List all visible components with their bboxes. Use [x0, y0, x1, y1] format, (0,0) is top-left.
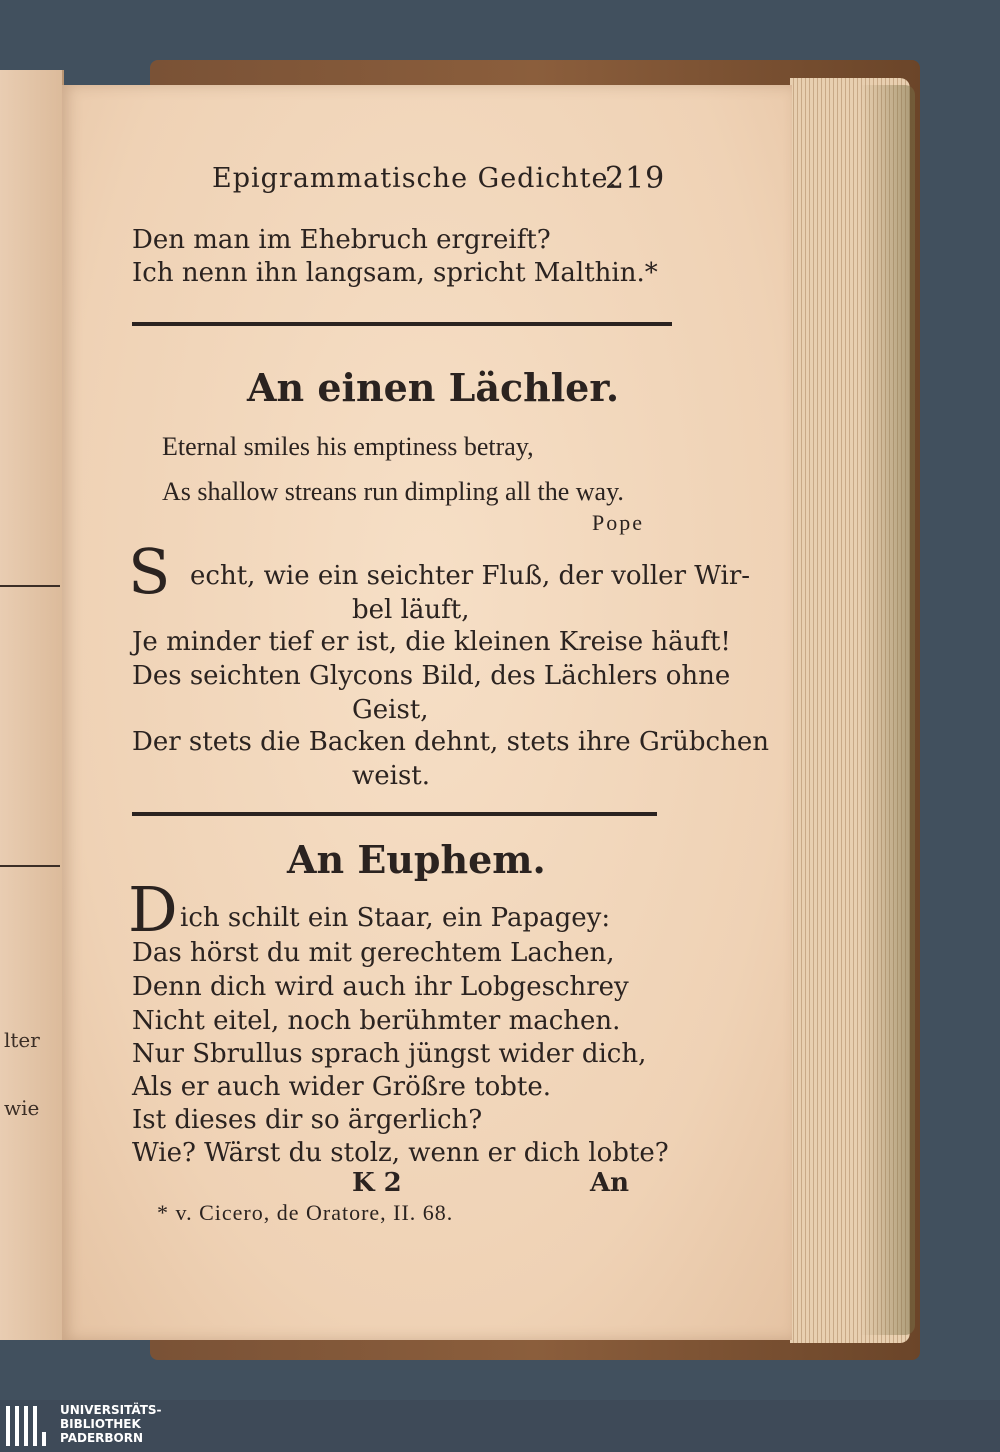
left-page — [0, 70, 64, 1340]
poem-line: Des seichten Glycons Bild, des Lächlers ohne — [132, 661, 731, 691]
poem-line: weist. — [352, 761, 431, 791]
poem-line: Das hörst du mit gerechtem Lachen, — [132, 938, 615, 968]
poem-line: Als er auch wider Größre tobte. — [132, 1072, 552, 1102]
poem-title: An Euphem. — [287, 837, 546, 882]
epigraph-line: As shallow streans run dimpling all the way. — [162, 477, 624, 506]
poem-line: Der stets die Backen dehnt, stets ihre Grübchen — [132, 727, 769, 757]
catchword: An — [590, 1168, 630, 1198]
poem-line: Ich nenn ihn langsam, spricht Malthin.* — [132, 258, 658, 288]
poem-line: Nur Sbrullus sprach jüngst wider dich, — [132, 1039, 647, 1069]
left-page-fragment: wie — [4, 1096, 40, 1120]
library-logo-icon — [6, 1406, 46, 1448]
epigraph-line: Eternal smiles his emptiness betray, — [162, 432, 534, 461]
left-page-fragment: lter — [4, 1028, 40, 1052]
left-page-rule — [0, 585, 60, 587]
drop-initial: D — [128, 873, 178, 946]
section-rule — [132, 812, 657, 816]
book-page — [62, 85, 792, 1340]
drop-initial: S — [128, 535, 171, 608]
library-name-line: UNIVERSITÄTS- — [60, 1403, 162, 1417]
running-title: Epigrammatische Gedichte. — [212, 163, 619, 194]
footnote: * v. Cicero, de Oratore, II. 68. — [157, 1200, 454, 1225]
section-rule — [132, 322, 672, 326]
epigraph-author: Pope — [592, 510, 644, 535]
poem-line: Je minder tief er ist, die kleinen Kreise häuft! — [132, 627, 731, 657]
page-number: 219 — [605, 161, 666, 196]
poem-line: bel läuft, — [352, 595, 470, 625]
poem-line: Ist dieses dir so ärgerlich? — [132, 1105, 483, 1135]
poem-line: Den man im Ehebruch ergreift? — [132, 225, 551, 255]
poem-line: echt, wie ein seichter Fluß, der voller Wir- — [190, 561, 751, 591]
library-name-line: BIBLIOTHEK — [60, 1417, 141, 1431]
poem-line: Wie? Wärst du stolz, wenn er dich lobte? — [132, 1138, 669, 1168]
poem-line: Geist, — [352, 695, 429, 725]
library-name-line: PADERBORN — [60, 1431, 144, 1445]
left-page-rule — [0, 865, 60, 867]
library-footer — [0, 1400, 1000, 1452]
poem-line: ich schilt ein Staar, ein Papagey: — [180, 903, 611, 933]
poem-line: Nicht eitel, noch berühmter machen. — [132, 1006, 621, 1036]
page-edges-shade — [860, 85, 915, 1335]
library-name — [60, 1403, 162, 1445]
poem-line: Denn dich wird auch ihr Lobgeschrey — [132, 972, 629, 1002]
poem-title: An einen Lächler. — [247, 365, 620, 410]
signature-mark: K 2 — [352, 1168, 402, 1198]
